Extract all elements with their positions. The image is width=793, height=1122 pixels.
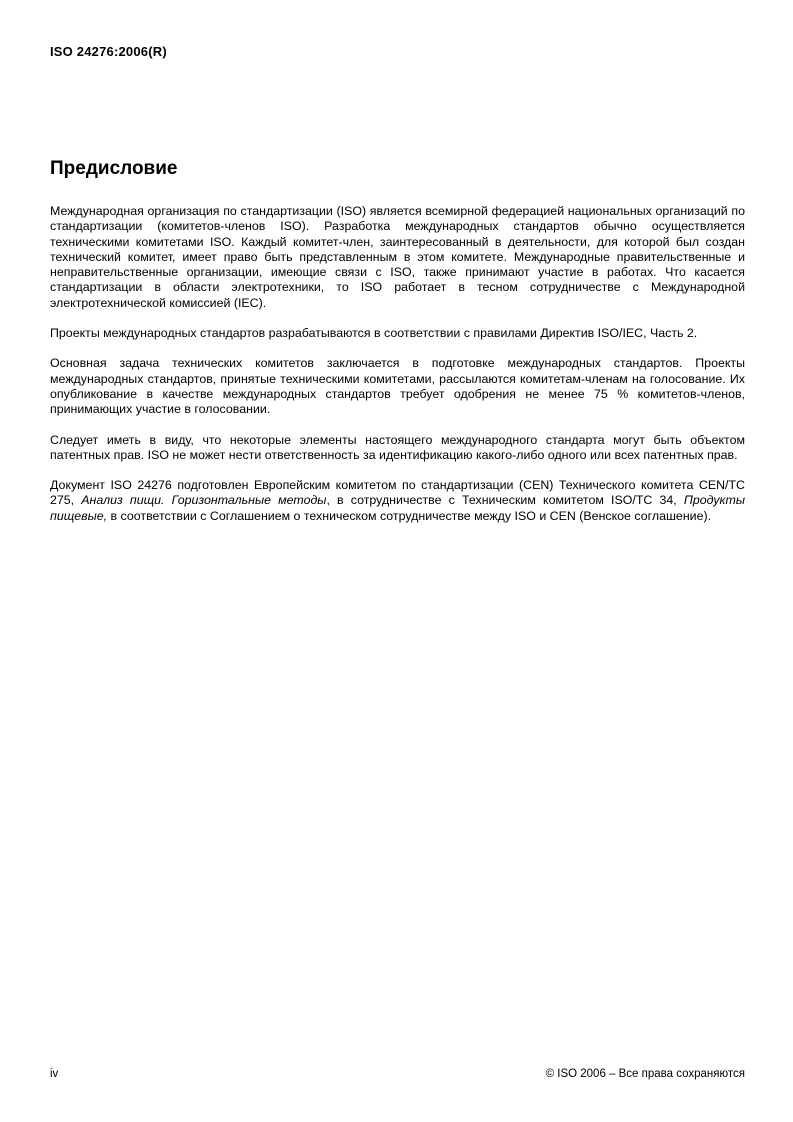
foreword-heading: Предисловие	[50, 158, 178, 179]
paragraph-directives: Проекты международных стандартов разрабатываются в соответствии с правилами Директив ISO/IEC, Часть 2.	[50, 326, 698, 341]
committee-title-italic-1: Анализ пищи. Горизонтальные методы	[81, 493, 327, 508]
paragraph-patent-rights: Следует иметь в виду, что некоторые элементы настоящего международного стандарта могут быть объектом патентных прав. ISO не может нести ответственность за идентификацию какого-либо одного или всех патентных прав.	[50, 432, 745, 462]
page-number: iv	[50, 1068, 59, 1080]
committee-title-italic-2: Продукты пищевые,	[50, 493, 745, 523]
running-header: ISO 24276:2006(R)	[50, 44, 167, 59]
body-text	[50, 204, 745, 524]
page-footer	[50, 1068, 745, 1080]
paragraph-document-origin	[50, 478, 745, 524]
paragraph-document-origin-text-3: в соответствии с Соглашением о техническом сотрудничестве между ISO и CEN (Венское соглашение).	[107, 508, 712, 523]
copyright-notice: © ISO 2006 – Все права сохраняются	[545, 1068, 745, 1080]
paragraph-iso-federation: Международная организация по стандартизации (ISO) является всемирной федерацией национальных организаций по стандартизации (комитетов-членов ISO). Разработка международных стандартов обычно осуществляется техническими комитетами ISO. Каждый комитет-член, заинтересованный в деятельности, для которой был создан технический комитет, имеет право быть представленным в этом комитете. Международные правительственные и неправительственные организации, имеющие связи с ISO, также принимают участие в работах. Что касается стандартизации в области электротехники, то ISO работает в тесном сотрудничестве с Международной электротехнической комиссией (IEC).	[50, 204, 745, 310]
paragraph-document-origin-text-2: , в сотрудничестве с Техническим комитетом ISO/TC 34,	[326, 493, 684, 508]
paragraph-document-origin-text-1: Документ ISO 24276 подготовлен Европейским комитетом по стандартизации (CEN) Технического комитета CEN/TC 275,	[50, 478, 745, 508]
paragraph-committee-task: Основная задача технических комитетов заключается в подготовке международных стандартов. Проекты международных стандартов, принятые техническими комитетами, рассылаются комитетам-членам на голосование. Их опубликование в качестве международных стандартов требует одобрения не менее 75 % комитетов-членов, принимающих участие в голосовании.	[50, 356, 745, 417]
